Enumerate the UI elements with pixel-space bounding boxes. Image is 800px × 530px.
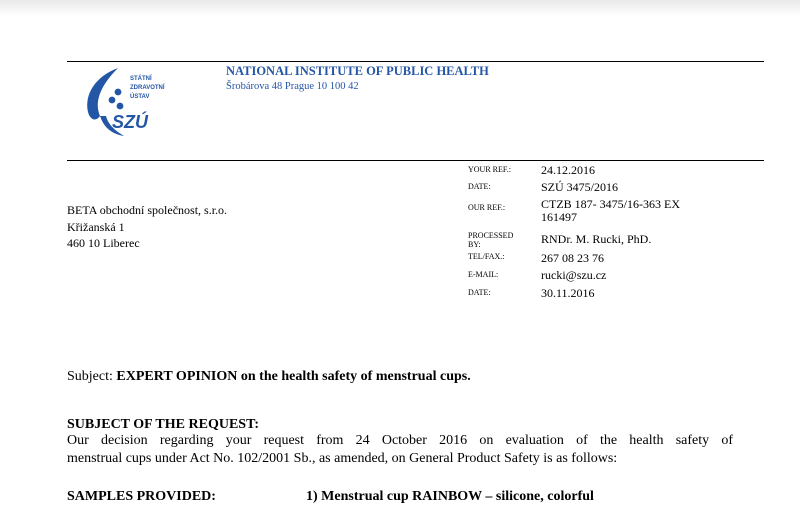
institute-address: Šrobárova 48 Prague 10 100 42 xyxy=(226,81,359,92)
institute-name: NATIONAL INSTITUTE OF PUBLIC HEALTH xyxy=(226,64,489,78)
logo-abbr: SZÚ xyxy=(112,112,148,132)
request-text-line2: menstrual cups under Act No. 102/2001 Sb., as amended, on General Product Safety is as follows: xyxy=(67,451,618,466)
addressee-company: BETA obchodní společnost, s.r.o. xyxy=(67,203,228,217)
our-ref-label: OUR REF.: xyxy=(468,203,506,212)
date-value: SZÚ 3475/2016 xyxy=(541,180,619,194)
addressee-block xyxy=(67,202,227,252)
email-label: E-MAIL: xyxy=(468,270,499,279)
tel-fax-label: TEL/FAX.: xyxy=(468,252,505,261)
date-value-2: 30.11.2016 xyxy=(541,286,595,300)
logo-dot xyxy=(115,89,122,96)
header-bottom-rule xyxy=(67,160,764,161)
your-ref-value: 24.12.2016 xyxy=(541,163,595,177)
logo-dot xyxy=(117,103,124,110)
logo-text-line2: ZDRAVOTNÍ xyxy=(130,85,165,91)
subject-prefix: Subject: xyxy=(67,369,117,384)
request-text-line1: Our decision regarding your request from 24 October 2016 on evaluation of the health safety of xyxy=(67,433,733,448)
date-label: DATE: xyxy=(468,182,491,191)
addressee-street: Křižanská 1 xyxy=(67,219,125,234)
processed-by-label-line1: PROCESSED xyxy=(468,231,514,240)
subject-line xyxy=(67,369,471,385)
samples-item-1: 1) Menstrual cup RAINBOW – silicone, colorful xyxy=(306,489,594,504)
our-ref-value-line1: CTZB 187- 3475/16-363 EX xyxy=(541,197,680,211)
tel-fax-value: 267 08 23 76 xyxy=(541,251,604,265)
your-ref-label: YOUR REF.: xyxy=(468,165,511,174)
our-ref-value-line2: 161497 xyxy=(541,210,577,224)
logo-text-line3: ÚSTAV xyxy=(130,94,150,100)
szu-logo xyxy=(78,62,178,146)
processed-by-label-line2: BY: xyxy=(468,240,481,249)
logo-dot xyxy=(109,97,116,104)
processed-by-value: RNDr. M. Rucki, PhD. xyxy=(541,232,652,246)
page-top-shadow xyxy=(0,0,800,16)
request-heading: SUBJECT OF THE REQUEST: xyxy=(67,417,260,432)
email-value: rucki@szu.cz xyxy=(541,268,607,282)
addressee-city: 460 10 Liberec xyxy=(67,236,140,250)
subject-title: EXPERT OPINION on the health safety of menstrual cups. xyxy=(116,369,471,384)
date-label-2: DATE: xyxy=(468,288,491,297)
logo-text-line1: STÁTNÍ xyxy=(130,76,152,82)
samples-label: SAMPLES PROVIDED: xyxy=(67,489,216,504)
